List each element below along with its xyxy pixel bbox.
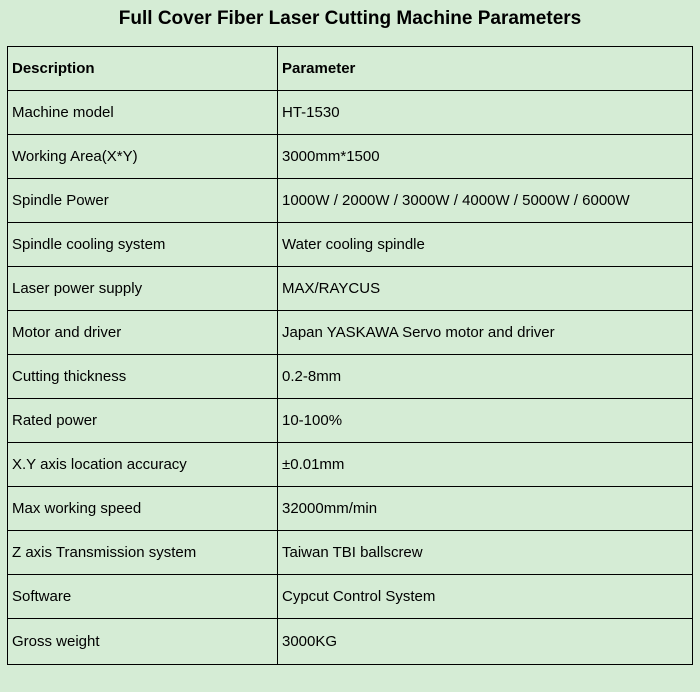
- table-row: [8, 575, 693, 619]
- table-row: [8, 487, 693, 531]
- parameter-cell: 3000mm*1500: [278, 135, 693, 179]
- parameter-cell: ±0.01mm: [278, 443, 693, 487]
- table-row: [8, 311, 693, 355]
- page-title: Full Cover Fiber Laser Cutting Machine Parameters: [118, 8, 582, 29]
- parameter-cell: 1000W / 2000W / 3000W / 4000W / 5000W / 6000W: [278, 179, 693, 223]
- description-cell: Motor and driver: [8, 311, 278, 355]
- parameters-table: [7, 46, 693, 665]
- parameter-cell: MAX/RAYCUS: [278, 267, 693, 311]
- description-cell: Gross weight: [8, 619, 278, 665]
- description-cell: Cutting thickness: [8, 355, 278, 399]
- description-cell: Z axis Transmission system: [8, 531, 278, 575]
- table-row: [8, 267, 693, 311]
- parameter-cell: 10-100%: [278, 399, 693, 443]
- parameter-cell: 0.2-8mm: [278, 355, 693, 399]
- table-row: [8, 355, 693, 399]
- table-header-row: [8, 47, 693, 91]
- parameter-cell: HT-1530: [278, 91, 693, 135]
- parameter-cell: 3000KG: [278, 619, 693, 665]
- parameter-cell: Water cooling spindle: [278, 223, 693, 267]
- table-row: [8, 135, 693, 179]
- description-cell: X.Y axis location accuracy: [8, 443, 278, 487]
- table-row: [8, 443, 693, 487]
- table-row: [8, 399, 693, 443]
- description-cell: Machine model: [8, 91, 278, 135]
- table-row: [8, 91, 693, 135]
- description-cell: Working Area(X*Y): [8, 135, 278, 179]
- description-cell: Spindle cooling system: [8, 223, 278, 267]
- header-description: Description: [8, 47, 278, 91]
- description-cell: Max working speed: [8, 487, 278, 531]
- table-row: [8, 531, 693, 575]
- description-cell: Spindle Power: [8, 179, 278, 223]
- description-cell: Rated power: [8, 399, 278, 443]
- table-row: [8, 619, 693, 665]
- parameter-cell: Cypcut Control System: [278, 575, 693, 619]
- description-cell: Laser power supply: [8, 267, 278, 311]
- table-row: [8, 179, 693, 223]
- table-row: [8, 223, 693, 267]
- parameter-cell: Japan YASKAWA Servo motor and driver: [278, 311, 693, 355]
- header-parameter: Parameter: [278, 47, 693, 91]
- description-cell: Software: [8, 575, 278, 619]
- parameter-cell: 32000mm/min: [278, 487, 693, 531]
- parameter-cell: Taiwan TBI ballscrew: [278, 531, 693, 575]
